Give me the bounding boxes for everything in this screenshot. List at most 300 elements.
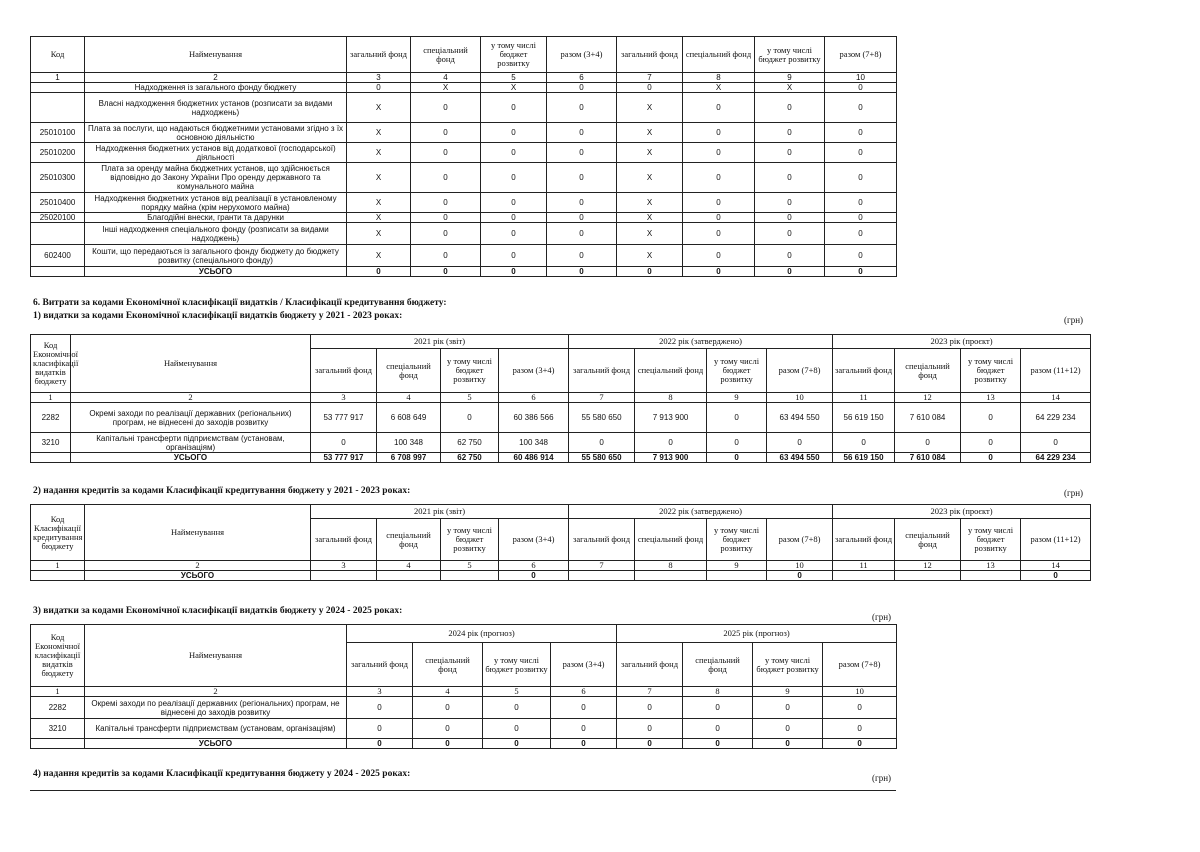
value-cell: 0 — [635, 433, 707, 453]
value-cell: 0 — [481, 123, 547, 143]
section3-title: 3) видатки за кодами Економічної класифікації видатків бюджету у 2024 - 2025 роках: — [33, 606, 403, 616]
value-cell: 0 — [311, 433, 377, 453]
table-row — [31, 719, 897, 739]
value-cell: 0 — [767, 433, 833, 453]
column-number: 9 — [707, 393, 767, 403]
value-cell: 0 — [481, 223, 547, 245]
value-cell: 0 — [411, 143, 481, 163]
column-number: 12 — [895, 561, 961, 571]
year-2025: 2025 рік (прогноз) — [617, 625, 897, 643]
column-number: 10 — [767, 393, 833, 403]
expenses-2024-2025-block — [30, 624, 897, 749]
section1-title: 1) видатки за кодами Економічної класифікації видатків бюджету у 2021 - 2023 роках: — [33, 311, 403, 321]
value-cell: 0 — [481, 267, 547, 277]
column-number: 1 — [31, 687, 85, 697]
income-header-row — [31, 37, 897, 73]
column-number: 3 — [311, 393, 377, 403]
name-header: Найменування — [71, 335, 311, 393]
value-cell: 0 — [441, 403, 499, 433]
value-cell: 0 — [547, 267, 617, 277]
unit-label: (грн) — [1064, 315, 1084, 325]
value-cell: X — [617, 93, 683, 123]
value-cell: 0 — [755, 267, 825, 277]
name-cell: Власні надходження бюджетних установ (розписати за видами надходжень) — [85, 93, 347, 123]
code-cell: 2282 — [31, 403, 71, 433]
value-cell: X — [347, 193, 411, 213]
header-cell: разом (7+8) — [767, 349, 833, 393]
value-cell: 0 — [961, 433, 1021, 453]
value-cell: 0 — [617, 697, 683, 719]
header-cell: спеціальний фонд — [683, 37, 755, 73]
value-cell: 0 — [481, 245, 547, 267]
value-cell: 0 — [683, 719, 753, 739]
value-cell: 0 — [547, 193, 617, 213]
column-number-row — [31, 561, 1091, 571]
value-cell: 0 — [499, 571, 569, 581]
header-cell: у тому числі бюджет розвитку — [707, 349, 767, 393]
name-header: Найменування — [85, 505, 311, 561]
table-row — [31, 123, 897, 143]
value-cell: 0 — [347, 267, 411, 277]
value-cell: 0 — [411, 267, 481, 277]
value-cell: 0 — [411, 123, 481, 143]
value-cell: X — [347, 245, 411, 267]
value-cell: 0 — [481, 143, 547, 163]
table-row — [31, 163, 897, 193]
value-cell: 0 — [683, 163, 755, 193]
column-number: 3 — [347, 73, 411, 83]
value-cell — [377, 571, 441, 581]
year-row — [31, 625, 897, 643]
header-cell: у тому числі бюджет розвитку — [441, 519, 499, 561]
column-number: 3 — [347, 687, 413, 697]
value-cell: 0 — [547, 223, 617, 245]
code-cell: 25010200 — [31, 143, 85, 163]
value-cell: 0 — [483, 697, 551, 719]
value-cell: 0 — [707, 403, 767, 433]
expenses-2021-2023-block — [30, 334, 1091, 463]
header-cell: разом (11+12) — [1021, 519, 1091, 561]
value-cell: 63 494 550 — [767, 403, 833, 433]
code-cell: 602400 — [31, 245, 85, 267]
column-number: 6 — [547, 73, 617, 83]
header-cell: разом (3+4) — [547, 37, 617, 73]
name-cell: УСЬОГО — [85, 739, 347, 749]
value-cell: X — [481, 83, 547, 93]
value-cell — [441, 571, 499, 581]
column-number: 6 — [499, 393, 569, 403]
value-cell: 0 — [833, 433, 895, 453]
table-row — [31, 433, 1091, 453]
name-cell: Кошти, що передаються із загального фонду бюджету до бюджету розвитку (спеціального фонду) — [85, 245, 347, 267]
column-number: 2 — [85, 73, 347, 83]
year-row — [31, 335, 1091, 349]
column-number-row — [31, 687, 897, 697]
column-number: 4 — [377, 393, 441, 403]
header-cell: разом (3+4) — [499, 349, 569, 393]
header-cell: спеціальний фонд — [413, 643, 483, 687]
header-cell: разом (11+12) — [1021, 349, 1091, 393]
value-cell: 0 — [1021, 433, 1091, 453]
value-cell: 7 913 900 — [635, 403, 707, 433]
value-cell: 0 — [617, 83, 683, 93]
value-cell: 0 — [823, 697, 897, 719]
header-cell: спеціальний фонд — [895, 349, 961, 393]
value-cell: 62 750 — [441, 433, 499, 453]
header-cell: у тому числі бюджет розвитку — [483, 643, 551, 687]
value-cell: 53 777 917 — [311, 403, 377, 433]
column-number: 10 — [825, 73, 897, 83]
value-cell: 0 — [347, 83, 411, 93]
column-number: 3 — [311, 561, 377, 571]
header-cell: у тому числі бюджет розвитку — [707, 519, 767, 561]
value-cell: 0 — [823, 739, 897, 749]
value-cell: 60 386 566 — [499, 403, 569, 433]
value-cell: 0 — [707, 433, 767, 453]
column-number: 7 — [617, 73, 683, 83]
column-number: 7 — [569, 393, 635, 403]
value-cell: 0 — [411, 93, 481, 123]
name-cell: Капітальні трансферти підприємствам (установам, організаціям) — [85, 719, 347, 739]
column-number: 4 — [411, 73, 481, 83]
column-number: 9 — [753, 687, 823, 697]
value-cell: 0 — [411, 223, 481, 245]
column-number: 10 — [767, 561, 833, 571]
column-number: 8 — [635, 393, 707, 403]
value-cell: 6 608 649 — [377, 403, 441, 433]
header-cell: загальний фонд — [311, 519, 377, 561]
column-number: 5 — [441, 561, 499, 571]
column-number: 5 — [441, 393, 499, 403]
code-cell: 25010400 — [31, 193, 85, 213]
value-cell: 0 — [755, 223, 825, 245]
value-cell: 0 — [753, 697, 823, 719]
value-cell: 0 — [755, 193, 825, 213]
table-row — [31, 143, 897, 163]
name-cell: Плата за оренду майна бюджетних установ, що здійснюється відповідно до Закону України Про оренду державного та комунального майна — [85, 163, 347, 193]
total-row — [31, 453, 1091, 463]
value-cell: 0 — [617, 719, 683, 739]
column-number: 4 — [377, 561, 441, 571]
value-cell: 0 — [547, 143, 617, 163]
header-cell: у тому числі бюджет розвитку — [753, 643, 823, 687]
year-2021: 2021 рік (звіт) — [311, 335, 569, 349]
header-cell: спеціальний фонд — [635, 519, 707, 561]
column-number: 7 — [617, 687, 683, 697]
value-cell — [569, 571, 635, 581]
value-cell: 0 — [569, 433, 635, 453]
value-cell: 0 — [481, 193, 547, 213]
value-cell: 0 — [683, 143, 755, 163]
column-number: 9 — [707, 561, 767, 571]
value-cell: 0 — [481, 93, 547, 123]
code-header: Код Економічної класифікації видатків бюджету — [31, 625, 85, 687]
code-cell — [31, 223, 85, 245]
name-cell: Окремі заходи по реалізації державних (регіональних) програм, не віднесені до заходів розвитку — [85, 697, 347, 719]
value-cell: 0 — [551, 719, 617, 739]
value-cell: 0 — [483, 719, 551, 739]
value-cell: 0 — [755, 213, 825, 223]
value-cell — [635, 571, 707, 581]
header-cell: у тому числі бюджет розвитку — [441, 349, 499, 393]
value-cell: 0 — [551, 739, 617, 749]
value-cell: 0 — [481, 163, 547, 193]
value-cell: 62 750 — [441, 453, 499, 463]
value-cell: 0 — [823, 719, 897, 739]
value-cell: 100 348 — [377, 433, 441, 453]
value-cell: X — [683, 83, 755, 93]
value-cell: 0 — [961, 453, 1021, 463]
code-cell — [31, 93, 85, 123]
value-cell: 0 — [825, 223, 897, 245]
table-row — [31, 213, 897, 223]
unit-label: (грн) — [872, 773, 892, 783]
code-cell: 25010300 — [31, 163, 85, 193]
value-cell: X — [617, 213, 683, 223]
value-cell: 0 — [347, 719, 413, 739]
header-cell: загальний фонд — [833, 519, 895, 561]
value-cell: 56 619 150 — [833, 403, 895, 433]
value-cell: 0 — [895, 433, 961, 453]
code-cell — [31, 267, 85, 277]
value-cell: 0 — [755, 123, 825, 143]
table-row — [31, 83, 897, 93]
header-cell: разом (7+8) — [767, 519, 833, 561]
value-cell: 63 494 550 — [767, 453, 833, 463]
income-table — [30, 36, 897, 277]
column-number: 5 — [481, 73, 547, 83]
value-cell — [961, 571, 1021, 581]
code-cell — [31, 739, 85, 749]
value-cell: 0 — [683, 267, 755, 277]
value-cell: 0 — [347, 697, 413, 719]
column-number: 5 — [483, 687, 551, 697]
value-cell: X — [617, 143, 683, 163]
column-number: 8 — [683, 73, 755, 83]
value-cell: 0 — [825, 143, 897, 163]
code-cell — [31, 571, 85, 581]
header-cell: спеціальний фонд — [683, 643, 753, 687]
column-number: 1 — [31, 73, 85, 83]
section6-title: 6. Витрати за кодами Економічної класифікації видатків / Класифікації кредитування бюджету: — [33, 298, 447, 308]
value-cell: 0 — [413, 719, 483, 739]
column-number: 2 — [71, 393, 311, 403]
value-cell: 0 — [411, 193, 481, 213]
value-cell: 0 — [753, 719, 823, 739]
header-cell: загальний фонд — [617, 37, 683, 73]
name-cell: Плата за послуги, що надаються бюджетними установами згідно з їх основною діяльністю — [85, 123, 347, 143]
name-cell: Капітальні трансферти підприємствам (установам, організаціям) — [71, 433, 311, 453]
column-number: 13 — [961, 561, 1021, 571]
value-cell: 100 348 — [499, 433, 569, 453]
divider — [30, 790, 896, 791]
header-cell: у тому числі бюджет розвитку — [481, 37, 547, 73]
value-cell: 55 580 650 — [569, 453, 635, 463]
value-cell: 0 — [683, 739, 753, 749]
value-cell: 0 — [683, 93, 755, 123]
value-cell: 0 — [961, 403, 1021, 433]
table-row — [31, 223, 897, 245]
column-number: 6 — [551, 687, 617, 697]
value-cell: X — [347, 123, 411, 143]
value-cell: 0 — [547, 83, 617, 93]
value-cell — [311, 571, 377, 581]
column-number: 1 — [31, 561, 85, 571]
value-cell: 53 777 917 — [311, 453, 377, 463]
column-number: 10 — [823, 687, 897, 697]
value-cell: X — [617, 163, 683, 193]
value-cell: 0 — [707, 453, 767, 463]
column-number: 2 — [85, 687, 347, 697]
total-row — [31, 267, 897, 277]
table-row — [31, 245, 897, 267]
header-cell: у тому числі бюджет розвитку — [755, 37, 825, 73]
column-number: 4 — [413, 687, 483, 697]
value-cell: 0 — [617, 739, 683, 749]
code-cell: 25010100 — [31, 123, 85, 143]
value-cell: 0 — [683, 213, 755, 223]
value-cell: 0 — [825, 123, 897, 143]
table-row — [31, 93, 897, 123]
header-cell: загальний фонд — [311, 349, 377, 393]
unit-label: (грн) — [1064, 488, 1084, 498]
year-2022: 2022 рік (затверджено) — [569, 335, 833, 349]
value-cell: 0 — [347, 739, 413, 749]
name-header: Найменування — [85, 625, 347, 687]
value-cell: 0 — [547, 93, 617, 123]
value-cell: X — [347, 223, 411, 245]
code-header: Код — [31, 37, 85, 73]
header-cell: спеціальний фонд — [411, 37, 481, 73]
value-cell: 0 — [755, 163, 825, 193]
header-cell: спеціальний фонд — [377, 349, 441, 393]
column-number: 8 — [683, 687, 753, 697]
code-cell: 3210 — [31, 433, 71, 453]
header-cell: загальний фонд — [617, 643, 683, 687]
value-cell — [833, 571, 895, 581]
value-cell: 55 580 650 — [569, 403, 635, 433]
name-cell: Надходження бюджетних установ від реалізації в установленому порядку майна (крім нерухомого майна) — [85, 193, 347, 213]
year-row — [31, 505, 1091, 519]
name-cell: Інші надходження спеціального фонду (розписати за видами надходжень) — [85, 223, 347, 245]
header-cell: загальний фонд — [833, 349, 895, 393]
credits-2021-2023-table — [30, 504, 1091, 581]
value-cell: X — [617, 123, 683, 143]
value-cell: 0 — [411, 213, 481, 223]
value-cell: 0 — [753, 739, 823, 749]
unit-label: (грн) — [872, 612, 892, 622]
column-number: 13 — [961, 393, 1021, 403]
column-number: 1 — [31, 393, 71, 403]
year-2021: 2021 рік (звіт) — [311, 505, 569, 519]
expenses-2024-2025-table — [30, 624, 897, 749]
column-number: 8 — [635, 561, 707, 571]
code-header: Код Класифікації кредитування бюджету — [31, 505, 85, 561]
code-cell: 2282 — [31, 697, 85, 719]
value-cell: 0 — [411, 245, 481, 267]
total-row — [31, 739, 897, 749]
value-cell: X — [617, 223, 683, 245]
value-cell: 56 619 150 — [833, 453, 895, 463]
name-header: Найменування — [85, 37, 347, 73]
value-cell: 0 — [767, 571, 833, 581]
value-cell: 0 — [825, 93, 897, 123]
name-cell: Надходження із загального фонду бюджету — [85, 83, 347, 93]
value-cell: 60 486 914 — [499, 453, 569, 463]
value-cell: 64 229 234 — [1021, 453, 1091, 463]
value-cell: X — [347, 143, 411, 163]
value-cell: 0 — [683, 193, 755, 213]
value-cell: 6 708 997 — [377, 453, 441, 463]
column-number: 2 — [85, 561, 311, 571]
value-cell: 0 — [481, 213, 547, 223]
value-cell: 0 — [825, 83, 897, 93]
value-cell — [895, 571, 961, 581]
value-cell: 0 — [683, 697, 753, 719]
value-cell: 0 — [683, 123, 755, 143]
value-cell: 0 — [755, 143, 825, 163]
value-cell: 0 — [683, 245, 755, 267]
value-cell: X — [347, 213, 411, 223]
value-cell: 0 — [413, 739, 483, 749]
value-cell: 7 913 900 — [635, 453, 707, 463]
header-cell: спеціальний фонд — [635, 349, 707, 393]
code-header: Код Економічної класифікації видатків бюджету — [31, 335, 71, 393]
section2-title: 2) надання кредитів за кодами Класифікації кредитування бюджету у 2021 - 2023 роках: — [33, 486, 411, 496]
section4-title: 4) надання кредитів за кодами Класифікації кредитування бюджету у 2024 - 2025 роках: — [33, 769, 411, 779]
value-cell: 0 — [547, 245, 617, 267]
header-cell: у тому числі бюджет розвитку — [961, 349, 1021, 393]
year-2022: 2022 рік (затверджено) — [569, 505, 833, 519]
header-cell: загальний фонд — [347, 37, 411, 73]
column-number: 7 — [569, 561, 635, 571]
header-cell: загальний фонд — [347, 643, 413, 687]
value-cell: 0 — [755, 245, 825, 267]
value-cell: 7 610 084 — [895, 453, 961, 463]
header-cell: загальний фонд — [569, 349, 635, 393]
value-cell: 0 — [825, 213, 897, 223]
value-cell: X — [617, 193, 683, 213]
value-cell: X — [347, 163, 411, 193]
table-row — [31, 403, 1091, 433]
value-cell: 0 — [617, 267, 683, 277]
header-cell: разом (3+4) — [499, 519, 569, 561]
column-number: 6 — [499, 561, 569, 571]
value-cell: 0 — [825, 193, 897, 213]
value-cell: 0 — [755, 93, 825, 123]
code-cell — [31, 453, 71, 463]
column-number-row — [31, 73, 897, 83]
header-cell: разом (3+4) — [551, 643, 617, 687]
value-cell: X — [755, 83, 825, 93]
value-cell: 64 229 234 — [1021, 403, 1091, 433]
name-cell: УСЬОГО — [85, 267, 347, 277]
header-cell: спеціальний фонд — [377, 519, 441, 561]
column-number: 14 — [1021, 561, 1091, 571]
value-cell: 0 — [547, 123, 617, 143]
value-cell — [707, 571, 767, 581]
value-cell: 0 — [547, 163, 617, 193]
total-row — [31, 571, 1091, 581]
header-cell: разом (7+8) — [825, 37, 897, 73]
name-cell: УСЬОГО — [85, 571, 311, 581]
name-cell: Надходження бюджетних установ від додаткової (господарської) діяльності — [85, 143, 347, 163]
value-cell: 0 — [683, 223, 755, 245]
year-2024: 2024 рік (прогноз) — [347, 625, 617, 643]
value-cell: 0 — [1021, 571, 1091, 581]
value-cell: X — [347, 93, 411, 123]
value-cell: 0 — [413, 697, 483, 719]
